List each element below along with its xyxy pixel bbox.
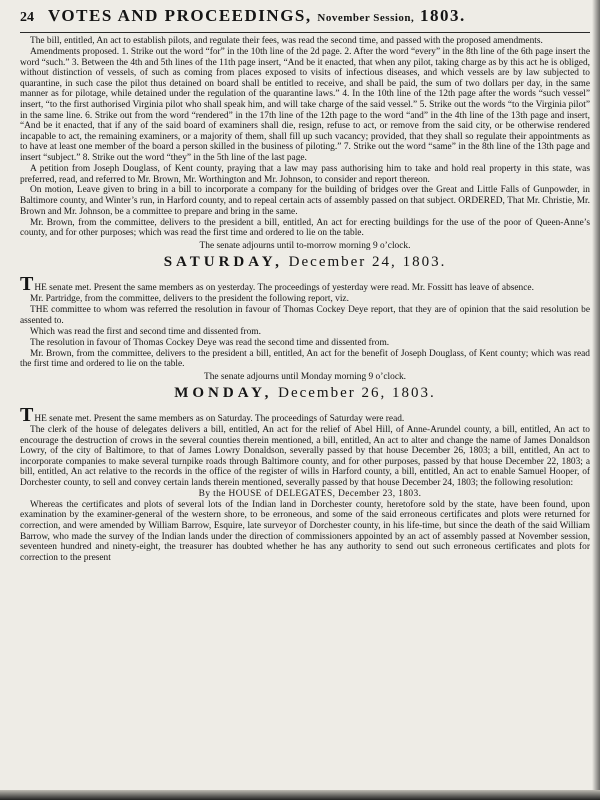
page-number: 24 <box>20 10 34 25</box>
weekday: MONDAY, <box>174 385 273 402</box>
paragraph: On motion, Leave given to bring in a bill to incorporate a company for the building of bridges over the Great and Little Falls of Gunpowder, in Baltimore county, and Winter’s run, in Harford county, and to repeal certain acts of assembly passed on that subject. ORDERED, That Mr. Christie, Mr. Brown and Mr. Johnson, be a committee to prepare and bring in the same. <box>20 185 590 217</box>
paragraph: Mr. Partridge, from the committee, delivers to the president the following report, viz. <box>30 294 349 305</box>
session-text: November Session, <box>317 12 415 24</box>
paragraph-text: HE senate met. Present the same members as on yesterday. The proceedings of yesterday were read. Mr. Fossitt has leave of absence. <box>34 283 534 294</box>
paragraph: Which was read the first and second time and dissented from. <box>30 326 261 337</box>
date: December 26, <box>278 385 387 402</box>
title-text: VOTES AND PROCEEDINGS, <box>48 6 312 25</box>
adjournment-note: The senate adjourns until Monday morning 9 o’clock. <box>203 371 407 382</box>
year: 1803. <box>402 254 447 271</box>
running-title <box>48 6 590 26</box>
running-head <box>20 6 590 33</box>
year: 1803. <box>392 385 436 402</box>
adjournment-note: The senate adjourns until to-morrow morning 9 o’clock. <box>199 240 411 251</box>
weekday: SATURDAY, <box>163 254 283 271</box>
paragraph: Mr. Brown, from the committee, delivers to the president a bill, entitled, An act for erecting buildings for the use of the poor of Queen-Anne’s county, and for other purposes; which was read the first time and ordered to lie on the table. <box>20 217 590 239</box>
dropcap: T <box>20 273 34 296</box>
dropcap: T <box>20 403 34 426</box>
monday-heading <box>20 385 590 402</box>
scan-shadow-bottom <box>0 790 600 800</box>
resolution-heading: By the HOUSE of DELEGATES, December 23, 1803. <box>198 488 422 499</box>
paragraph: The bill, entitled, An act to establish pilots, and regulate their fees, was read the second time, and passed with the proposed amendments. <box>30 36 543 46</box>
year-text: 1803. <box>420 6 466 25</box>
paragraph-text: HE senate met. Present the same members as on Saturday. The proceedings of Saturday were read. <box>34 413 405 424</box>
saturday-heading <box>20 254 590 271</box>
paragraph: Amendments proposed. 1. Strike out the word “for” in the 10th line of the 2d page. 2. After the word “every” in the 8th line of the 6th page insert the word “such.” 3. Between the 4th and 5th lines of the 11th page insert, “And be it enacted, that when any pilot, taking charge as by this act he is obliged, without distinction of vessels, of such as coming from places exposed to visits of infectious diseases, and which vessels are by law subjected to quarantine, in such case the pilot thus detained on board shall be entitled to receive, and shall be paid, the sum of two dollars per day, in the same manner as for pilotage, while detained under the regulation of the quarantine laws.” 4. In the 10th line of the 12th page after the words “such vessel” insert, “to the first authorised Virginia pilot who shall speak him, and will take charge of the said vessel.” 5. Strike out the words “to the Virginia pilot” in the same line. 6. Strike out from the word “rendered” in the 17th line of the 12th page to the word “and” in the 4th line of the 13th page and insert, “And be it enacted, that if any of the said board of examiners shall die, resign, refuse to act, or remove from the said city, or be otherwise rendered incapable to act, the remaining examiners, or a majority of them, shall fill up such vacancy; provided, that they shall so regulate their appointments as to have at least one member of the board a person skilled in the business of piloting.” 7. Strike out the word “same” in the 8th line of the 13th page and insert “subject.” 8. Strike out the word “they” in the 5th line of the last page. <box>20 46 590 163</box>
paragraph <box>20 273 590 296</box>
scan-shadow-right <box>592 0 600 800</box>
paragraph: Mr. Brown, from the committee, delivers to the president a bill, entitled, An act for the benefit of Joseph Douglass, of Kent county; which was read the first time and ordered to lie on the table. <box>20 348 590 370</box>
paragraph: THE committee to whom was referred the resolution in favour of Thomas Cockey Deye report, that they are of opinion that the said resolution be assented to. <box>20 305 590 326</box>
paragraph: The clerk of the house of delegates delivers a bill, entitled, An act for the relief of Abel Hill, of Anne-Arundel county, a bill, entitled, An act to encourage the destruction of crows in the several counties therein mentioned, a bill, entitled, An act to alter and change the name of James Donaldson Lowry, of the city of Baltimore, to that of James Lowry Donaldson, severally passed by that house December 26, 1803; a bill, entitled, An act to incorporate companies to make several turnpike roads through Baltimore county, and for other purposes, passed by that house December 22, 1803; a bill, entitled, An act relative to the records in the office of the register of wills in Harford county, a bill, entitled, An act to enable Samuel Hooper, of Dorchester county, to sell and convey certain lands therein mentioned, severally passed by that house December 24, 1803; the following resolution: <box>20 424 590 488</box>
paragraph: A petition from Joseph Douglass, of Kent county, praying that a law may pass authorising him to take and hold real property in this state, was preferred, read, and referred to Mr. Brown, Mr. Worthington and Mr. Johnson, to consider and report thereon. <box>20 163 590 185</box>
paragraph: The resolution in favour of Thomas Cockey Deye was read the second time and dissented from. <box>30 337 390 348</box>
paragraph: Whereas the certificates and plots of several lots of the Indian land in Dorchester county, heretofore sold by the state, have been found, upon examination by the examiner-general of the western shore, to be erroneous, and some of the said erroneous certificates and plots were returned for correction, and were amended by William Barrow, Esquire, late surveyor of Dorchester county, in his life-time, but since the death of the said William Barrow, who made the survey of the Indian lands under the direction of commissioners appointed by an act of assembly passed at November session, seventeen hundred and ninety-eight, the treasurer has doubted whether he has any authority to send out such erroneous certificates and plots for correction to the present <box>20 499 590 563</box>
date: December 24, <box>288 254 397 271</box>
body-text <box>20 36 590 563</box>
paragraph <box>20 403 590 426</box>
